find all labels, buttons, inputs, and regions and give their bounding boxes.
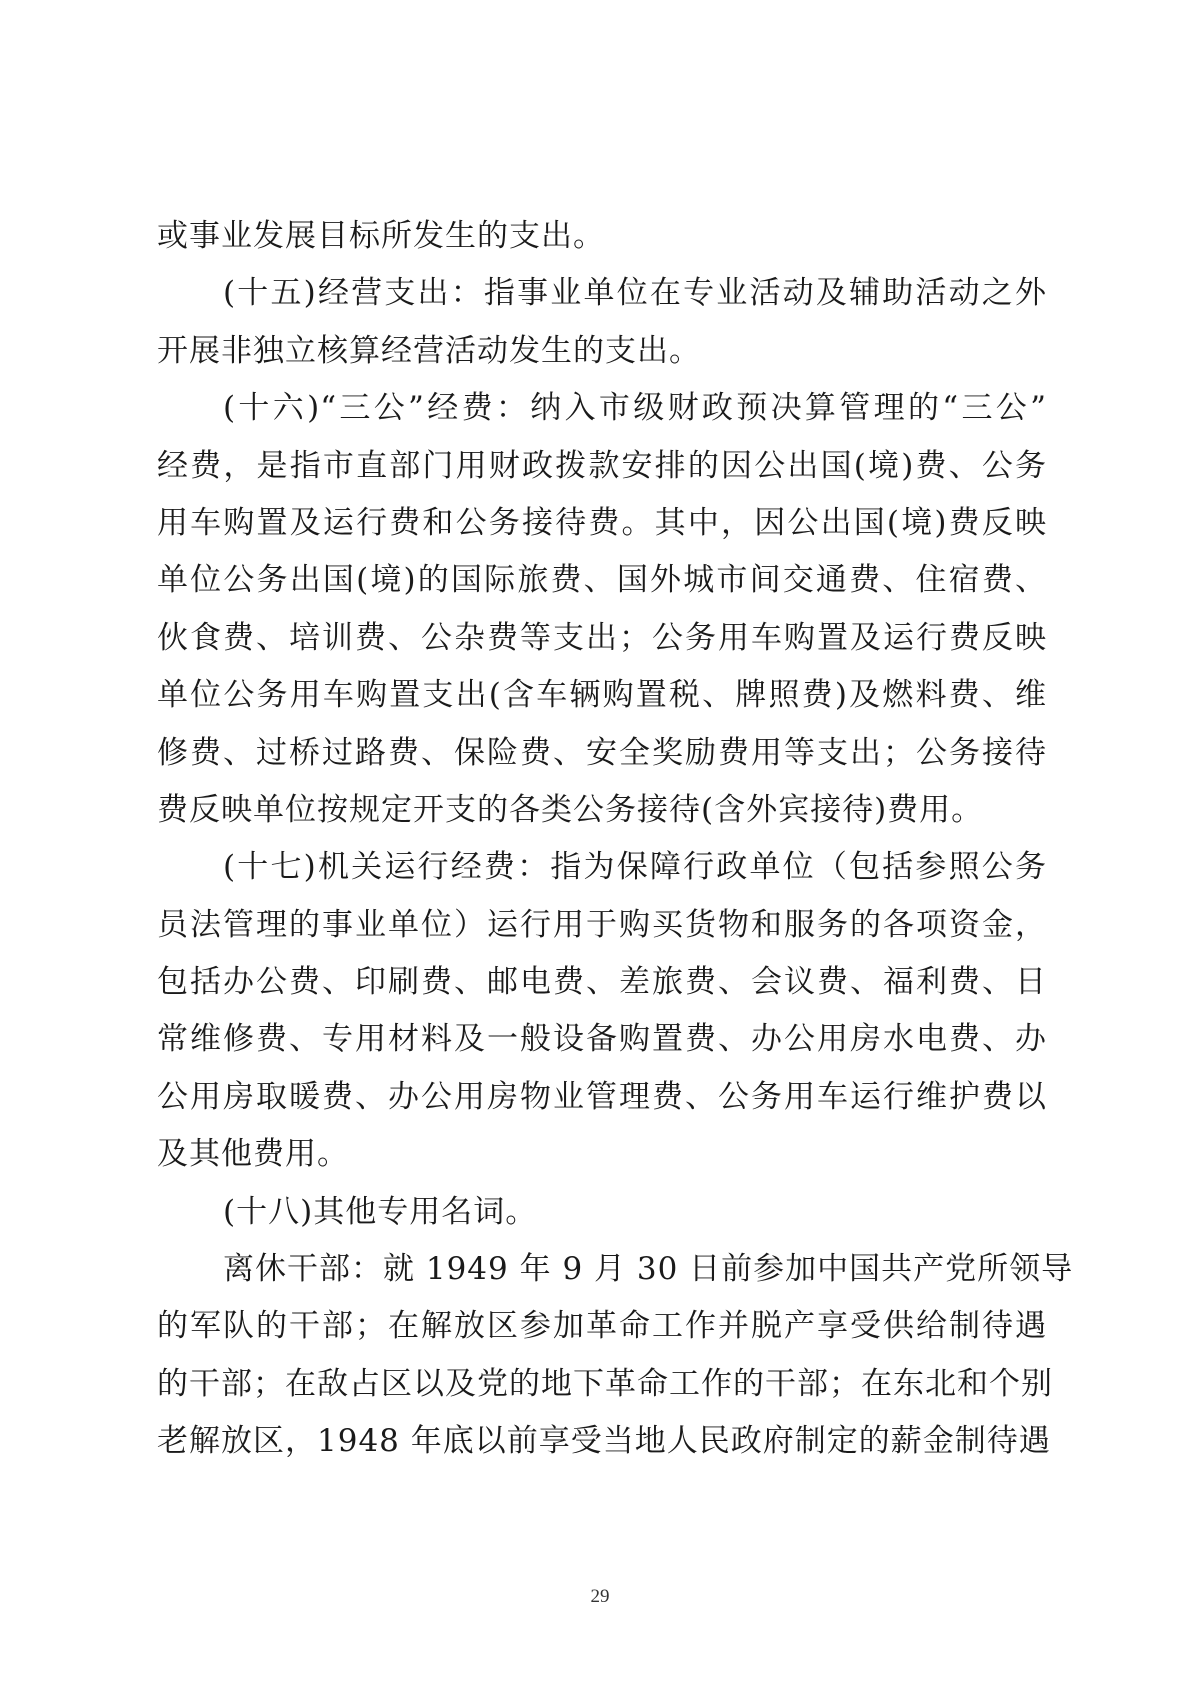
text-line: 费反映单位按规定开支的各类公务接待(含外宾接待)费用。 — [157, 791, 984, 828]
text-line: 单位公务用车购置支出(含车辆购置税、牌照费)及燃料费、维 — [157, 677, 1047, 714]
text-line: 或事业发展目标所发生的支出。 — [157, 218, 605, 254]
text-line: 修费、过桥过路费、保险费、安全奖励费用等支出；公务接待 — [157, 734, 1047, 771]
body-text — [157, 208, 1074, 1471]
text-line: 伙食费、培训费、公杂费等支出；公务用车购置及运行费反映 — [157, 619, 1047, 656]
text-line: 单位公务出国(境)的国际旅费、国外城市间交通费、住宿费、 — [157, 562, 1047, 599]
text-line: (十六)“三公”经费：纳入市级财政预决算管理的“三公” — [223, 390, 1047, 427]
text-line: 常维修费、专用材料及一般设备购置费、办公用房水电费、办 — [157, 1021, 1047, 1058]
text-line: 的干部；在敌占区以及党的地下革命工作的干部；在东北和个别 — [157, 1365, 1053, 1402]
text-line: 及其他费用。 — [157, 1136, 349, 1173]
text-line: 开展非独立核算经营活动发生的支出。 — [157, 332, 701, 369]
page-number: 29 — [590, 1586, 610, 1607]
text-line: 包括办公费、印刷费、邮电费、差旅费、会议费、福利费、日 — [157, 964, 1047, 1001]
text-line: (十八)其他专用名词。 — [223, 1193, 538, 1230]
text-line: (十七)机关运行经费：指为保障行政单位（包括参照公务 — [223, 849, 1047, 886]
text-line: 经费，是指市直部门用财政拨款安排的因公出国(境)费、公务 — [157, 447, 1047, 484]
text-line: 离休干部：就 1949 年 9 月 30 日前参加中国共产党所领导 — [223, 1251, 1074, 1288]
text-line: 老解放区，1948 年底以前享受当地人民政府制定的薪金制待遇 — [157, 1423, 1051, 1460]
text-line: 用车购置及运行费和公务接待费。其中，因公出国(境)费反映 — [157, 504, 1047, 541]
text-line: 员法管理的事业单位）运行用于购买货物和服务的各项资金， — [157, 906, 1047, 943]
text-line: (十五)经营支出：指事业单位在专业活动及辅助活动之外 — [223, 275, 1047, 312]
text-line: 公用房取暖费、办公用房物业管理费、公务用车运行维护费以 — [157, 1078, 1047, 1115]
text-line: 的军队的干部；在解放区参加革命工作并脱产享受供给制待遇 — [157, 1308, 1047, 1345]
